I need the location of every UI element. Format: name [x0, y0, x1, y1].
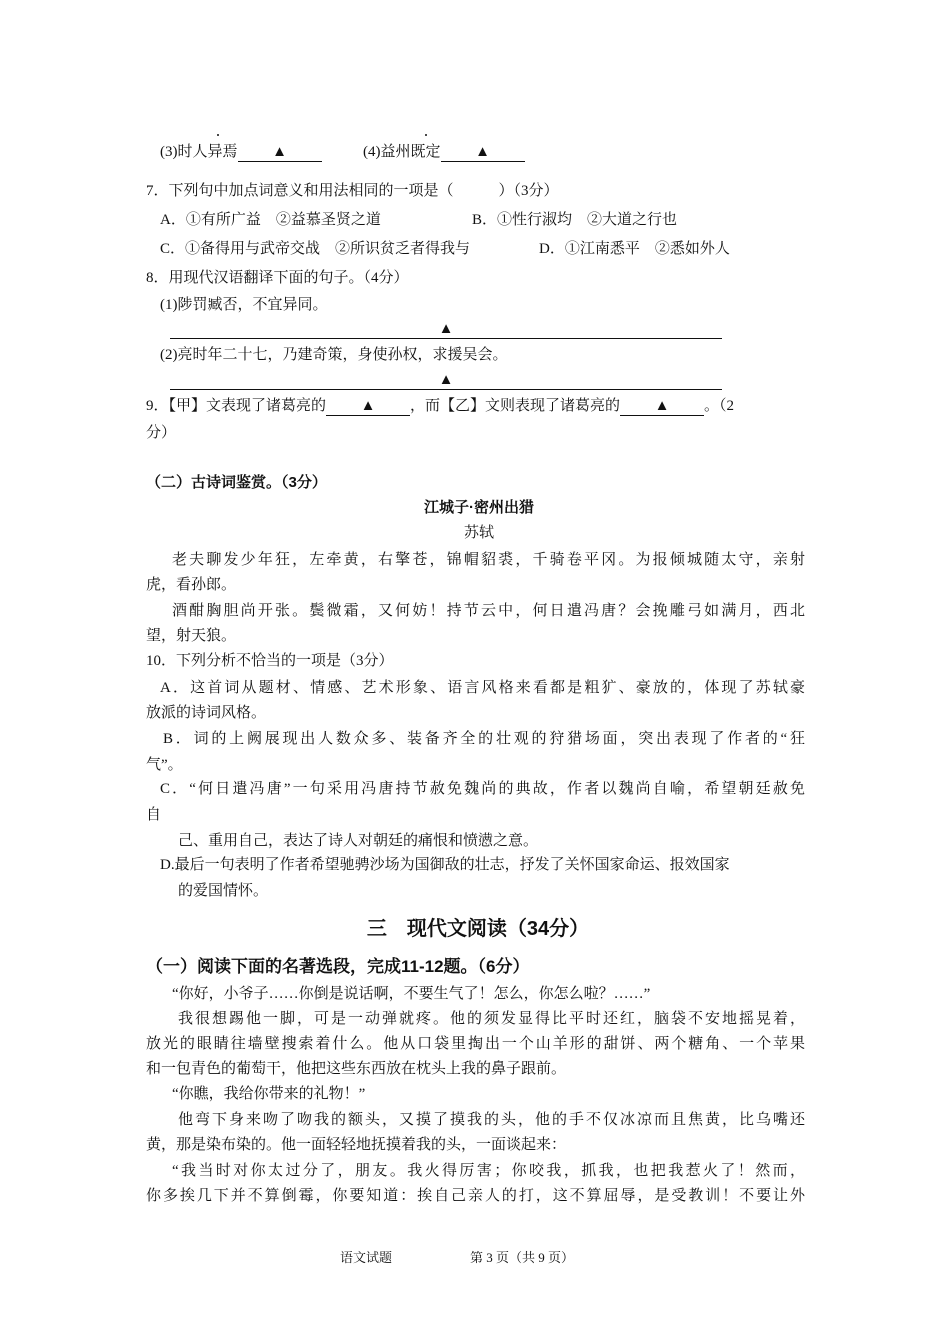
q10-option-line: D.最后一句表明了作者希望驰骋沙场为国御敌的壮志，抒发了关怀国家命运、报效国家: [160, 857, 730, 873]
footer-page-number: 第 3 页（共 9 页）: [470, 1250, 575, 1265]
passage-line: 和一包青色的葡萄干，他把这些东西放在枕头上我的鼻子跟前。: [146, 1061, 567, 1077]
passage-line: 他弯下身来吻了吻我的额头，又摸了摸我的头，他的手不仅冰凉而且焦黄，比乌嘴还: [178, 1112, 805, 1128]
poem-line: 望，射天狼。: [146, 628, 237, 644]
reading-section-heading: （一）阅读下面的名著选段，完成11-12题。（6分）: [146, 957, 530, 976]
q10-option-line: 己、重用自己，表达了诗人对朝廷的痛恨和愤懑之意。: [178, 833, 539, 849]
q10-option-line: C．“何日遣冯唐”一句采用冯唐持节赦免魏尚的典故，作者以魏尚自喻，希望朝廷赦免: [160, 781, 805, 797]
poem-section-heading: （二）古诗词鉴赏。（3分）: [146, 474, 327, 491]
q9-text: 。（2: [704, 398, 735, 414]
q6-item-4: [363, 142, 525, 162]
answer-line-1[interactable]: ▲: [170, 320, 722, 339]
answer-blank[interactable]: ▲: [620, 398, 704, 416]
item-text: (4)益州既定: [363, 144, 441, 160]
q7-option-b: B．①性行淑均 ②大道之行也: [472, 212, 678, 228]
item-text: (3)时人异焉: [160, 144, 238, 160]
q10-option-line: 的爱国情怀。: [178, 883, 269, 899]
q7-option-a: A．①有所广益 ②益慕圣贤之道: [160, 212, 381, 228]
passage-line: “我当时对你太过分了，朋友。我火得厉害；你咬我，抓我，也把我惹火了！然而，: [172, 1163, 805, 1179]
answer-line-2[interactable]: ▲: [170, 371, 722, 390]
passage-line: 黄，那是染布染的。他一面轻轻地抚摸着我的头，一面谈起来：: [146, 1137, 567, 1153]
q8-sentence-1: (1)陟罚臧否，不宜异同。: [160, 297, 328, 313]
q9-stem: [146, 396, 734, 416]
q10-option-line: B．词的上阙展现出人数众多、装备齐全的壮观的狩猎场面，突出表现了作者的“狂: [163, 731, 805, 747]
q7-option-d: D．①江南悉平 ②悉如外人: [539, 241, 730, 257]
q10-option-line: A．这首词从题材、情感、艺术形象、语言风格来看都是粗犷、豪放的，体现了苏轼豪: [160, 680, 805, 696]
q6-item-3: [160, 142, 322, 162]
q9-text: ，而【乙】文则表现了诸葛亮的: [410, 398, 621, 414]
passage-line: 你多挨几下并不算倒霉，你要知道：挨自己亲人的打，这不算屈辱，是受教训！不要让外: [146, 1188, 805, 1204]
poem-line: 酒酣胸胆尚开张。鬓微霜，又何妨！持节云中，何日遣冯唐？会挽雕弓如满月，西北: [172, 603, 805, 619]
q8-sentence-2: (2)亮时年二十七，乃建奇策，身使孙权，求援吴会。: [160, 347, 508, 363]
poem-author: 苏轼: [463, 525, 494, 541]
poem-line: 虎，看孙郎。: [146, 577, 237, 593]
q9-text: 9．【甲】文表现了诸葛亮的: [146, 398, 327, 414]
answer-blank[interactable]: ▲: [238, 144, 322, 162]
passage-line: “你瞧，我给你带来的礼物！”: [172, 1086, 366, 1102]
q10-option-line: 自: [146, 807, 162, 823]
q10-option-line: 放派的诗词风格。: [146, 705, 267, 721]
answer-blank[interactable]: ▲: [326, 398, 410, 416]
q9-line-2: 分）: [146, 425, 177, 441]
poem-title: 江城子·密州出猎: [424, 499, 534, 516]
q10-stem: 10．下列分析不恰当的一项是（3分）: [146, 653, 394, 669]
q7-option-c: C．①备得用与武帝交战 ②所识贫乏者得我与: [160, 241, 471, 257]
footer-subject: 语文试题: [340, 1250, 393, 1265]
poem-line: 老夫聊发少年狂，左牵黄，右擎苍，锦帽貂裘，千骑卷平冈。为报倾城随太守，亲射: [172, 552, 805, 568]
passage-line: 放光的眼睛往墙壁搜索着什么。他从口袋里掏出一个山羊形的甜饼、两个糖角、一个苹果: [146, 1036, 805, 1052]
passage-line: 我很想踢他一脚，可是一动弹就疼。他的须发显得比平时还红，脑袋不安地摇晃着，: [178, 1011, 805, 1027]
q8-stem: 8．用现代汉语翻译下面的句子。（4分）: [146, 270, 409, 286]
passage-line: “你好，小爷子……你倒是说话啊，不要生气了！怎么，你怎么啦？……”: [172, 986, 651, 1002]
part-3-title: 三 现代文阅读（34分）: [366, 918, 590, 940]
emphasis-dot: [425, 134, 427, 136]
q7-stem: 7．下列句中加点词意义和用法相同的一项是（ ）（3分）: [146, 183, 559, 199]
emphasis-dot: [217, 134, 219, 136]
q10-option-line: 气”。: [146, 757, 183, 773]
answer-blank[interactable]: ▲: [441, 144, 525, 162]
